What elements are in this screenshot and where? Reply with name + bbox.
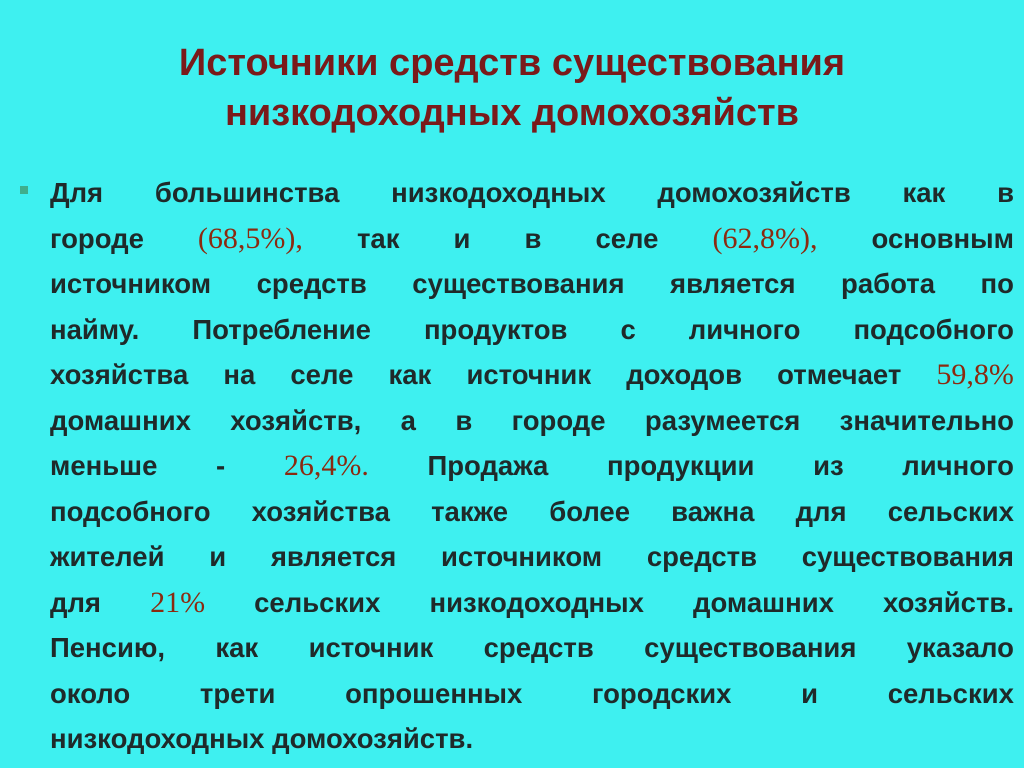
paragraph-word: личного <box>688 313 801 345</box>
paragraph-line <box>50 170 1014 216</box>
paragraph-word: меньше <box>50 450 158 481</box>
paragraph-line <box>50 352 1014 398</box>
paragraph-word: личного <box>902 450 1014 481</box>
paragraph-word: доходов <box>626 359 742 390</box>
paragraph-line <box>50 443 1014 489</box>
highlighted-percentage: 26,4%. <box>283 449 369 482</box>
title-line-1: Источники средств существования <box>178 42 846 84</box>
paragraph-word: подсобного <box>50 495 211 527</box>
paragraph-word: сельских <box>254 586 381 618</box>
paragraph-line <box>50 398 1014 444</box>
paragraph-word: важна <box>671 495 755 527</box>
paragraph-line <box>50 261 1014 307</box>
paragraph-word: существования <box>644 632 857 663</box>
paragraph-word: селе <box>595 222 659 254</box>
paragraph-word: - <box>216 450 226 481</box>
paragraph-word: и <box>453 222 471 254</box>
paragraph-word: около <box>50 677 131 709</box>
paragraph-line <box>50 716 1014 762</box>
paragraph-word: как <box>902 177 946 208</box>
paragraph-word: и <box>209 541 227 572</box>
paragraph-line <box>50 534 1014 580</box>
paragraph-word: большинства <box>154 177 340 208</box>
paragraph-word: продуктов <box>423 313 568 345</box>
paragraph-word: сельских <box>887 495 1014 527</box>
slide-title <box>60 38 964 138</box>
paragraph-word: является <box>270 541 397 572</box>
paragraph-word: домохозяйств <box>657 177 851 208</box>
paragraph-word: также <box>431 495 509 527</box>
paragraph-word: источник <box>308 632 434 663</box>
paragraph-word: сельских <box>887 677 1014 709</box>
paragraph-word: низкодоходных <box>429 586 644 618</box>
paragraph-word: домашних <box>693 586 834 618</box>
paragraph-word: хозяйства <box>50 359 189 390</box>
paragraph-word: значительно <box>839 404 1014 436</box>
paragraph-word: с <box>620 313 636 345</box>
paragraph-word: отмечает <box>777 359 902 390</box>
paragraph-word: для <box>795 495 847 527</box>
paragraph-word: хозяйств. <box>883 586 1014 618</box>
paragraph-word: указало <box>906 632 1014 663</box>
paragraph-word: разумеется <box>644 404 801 436</box>
paragraph-word: средств <box>483 632 594 663</box>
bullet-paragraph <box>50 170 1014 762</box>
paragraph-word: для <box>50 586 101 618</box>
paragraph-word: хозяйства <box>251 495 390 527</box>
highlighted-percentage: (68,5%), <box>197 221 303 255</box>
paragraph-word: городских <box>592 677 732 709</box>
paragraph-word: низкодоходных домохозяйств. <box>50 723 474 754</box>
title-line-2: низкодоходных домохозяйств <box>224 92 800 134</box>
highlighted-percentage: (62,8%), <box>712 221 818 255</box>
paragraph-word: хозяйств, <box>230 404 362 436</box>
paragraph-word: Продажа <box>427 450 549 481</box>
paragraph-word: низкодоходных <box>391 177 606 208</box>
paragraph-word: существования <box>412 268 625 299</box>
paragraph-word: на <box>223 359 256 390</box>
paragraph-word: из <box>813 450 844 481</box>
paragraph-line <box>50 671 1014 717</box>
paragraph-line <box>50 216 1014 262</box>
paragraph-word: работа <box>841 268 935 299</box>
paragraph-word: так <box>356 222 400 254</box>
paragraph-word: и <box>801 677 819 709</box>
paragraph-word: жителей <box>50 541 165 572</box>
highlighted-percentage: 59,8% <box>936 358 1014 391</box>
paragraph-word: продукции <box>607 450 755 481</box>
paragraph-word: а <box>400 404 416 436</box>
paragraph-line <box>50 489 1014 535</box>
paragraph-word: подсобного <box>853 313 1014 345</box>
paragraph-line <box>50 307 1014 353</box>
paragraph-word: источником <box>50 268 212 299</box>
bullet-square-icon <box>20 186 28 194</box>
paragraph-word: Потребление <box>192 313 371 345</box>
paragraph-word: домашних <box>50 404 191 436</box>
paragraph-word: в <box>524 222 542 254</box>
paragraph-word: источником <box>441 541 603 572</box>
paragraph-word: селе <box>290 359 354 390</box>
paragraph-word: источник <box>466 359 592 390</box>
paragraph-line <box>50 625 1014 671</box>
paragraph-word: средств <box>256 268 367 299</box>
paragraph-word: опрошенных <box>345 677 523 709</box>
paragraph-word: в <box>997 177 1014 208</box>
paragraph-word: трети <box>199 677 276 709</box>
paragraph-line <box>50 580 1014 626</box>
paragraph-word: Пенсию, <box>50 632 165 663</box>
paragraph-word: средств <box>646 541 757 572</box>
paragraph-word: как <box>215 632 259 663</box>
paragraph-word: основным <box>871 222 1014 254</box>
paragraph-word: в <box>455 404 473 436</box>
paragraph-word: городе <box>511 404 606 436</box>
paragraph-word: является <box>670 268 796 299</box>
paragraph-word: по <box>980 268 1014 299</box>
paragraph-word: существования <box>801 541 1014 572</box>
paragraph-word: городе <box>50 222 144 254</box>
paragraph-word: найму. <box>50 313 140 345</box>
paragraph-word: более <box>549 495 631 527</box>
paragraph-word: как <box>388 359 432 390</box>
highlighted-percentage: 21% <box>150 585 206 619</box>
paragraph-word: Для <box>50 177 104 208</box>
